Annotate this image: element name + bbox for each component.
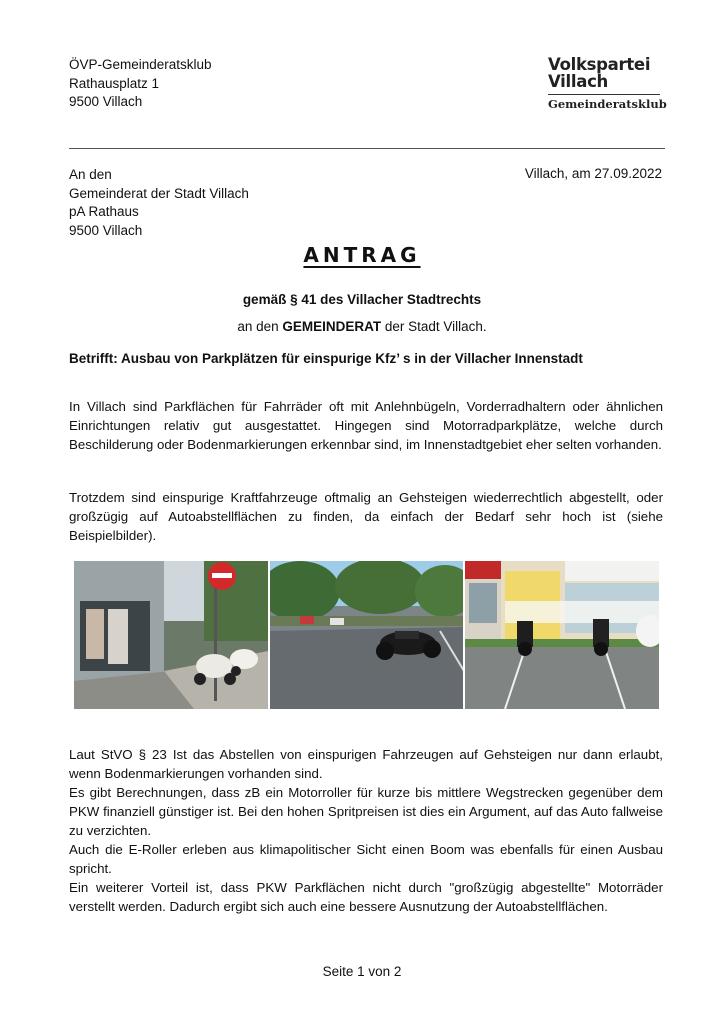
recipient-address bbox=[69, 166, 249, 240]
party-logo bbox=[548, 55, 667, 111]
recipient-line-3: pA Rathaus bbox=[69, 204, 139, 219]
argument-line: Auch die E-Roller erleben aus klimapolitischer Sicht einen Boom was ebenfalls für einen Ausbau spricht. bbox=[69, 842, 663, 876]
example-photos bbox=[74, 561, 659, 709]
argument-line: Ein weiterer Vorteil ist, dass PKW Parkflächen nicht durch "großzügig abgestellte" Motorräder verstellt werden. Dadurch ergibt sich auch eine bessere Ausnutzung der Autoabstellflächen. bbox=[69, 880, 663, 914]
recipient-line-4: 9500 Villach bbox=[69, 222, 143, 238]
sender-city: 9500 Villach bbox=[69, 94, 143, 109]
logo-line-2: Villach bbox=[548, 72, 609, 91]
photo-parking-motorcycle bbox=[270, 561, 464, 709]
addressee-line bbox=[0, 319, 724, 334]
document-title bbox=[0, 243, 724, 267]
sender-org: ÖVP-Gemeinderatsklub bbox=[69, 57, 212, 72]
recipient-line-1: An den bbox=[69, 167, 112, 182]
paragraph-1: In Villach sind Parkflächen für Fahrräder oft mit Anlehnbügeln, Vorderradhaltern oder ähnlichen Einrichtungen relativ gut ausgestattet. Hingegen sind Motorradparkplätze, welche durch Beschilderung oder Bodenmarkierungen erkennbar sind, im Innenstadtgebiet eher selten vorhanden. bbox=[69, 399, 663, 452]
argument-line: Es gibt Berechnungen, dass zB ein Motorroller für kurze bis mittlere Wegstrecken gegenüber dem PKW finanziell günstiger ist. Bei den hohen Spritpreisen ist dies ein Argument, auf das Auto fallweise zu verzichten. bbox=[69, 785, 663, 838]
sender-street: Rathausplatz 1 bbox=[69, 75, 160, 91]
page-number: Seite 1 von 2 bbox=[322, 964, 402, 979]
header-divider bbox=[69, 148, 665, 149]
sender-address bbox=[69, 56, 212, 112]
logo-line-3: Gemeinderatsklub bbox=[548, 94, 660, 111]
title-text: ANTRAG bbox=[303, 243, 421, 267]
photo-sidewalk-scooters bbox=[74, 561, 268, 709]
argument-line: Laut StVO § 23 Ist das Abstellen von einspurigen Fahrzeugen auf Gehsteigen nur dann erlaubt, wenn Bodenmarkierungen vorhanden sind. bbox=[69, 747, 663, 781]
addressee-bold: GEMEINDERAT bbox=[282, 319, 382, 334]
paragraph-2: Trotzdem sind einspurige Kraftfahrzeuge oftmalig an Gehsteigen wiederrechtlich abgestellt, oder großzügig auf Autoabstellflächen zu finden, da einfach der Bedarf sehr hoch ist (siehe Beispielbilder). bbox=[69, 490, 663, 543]
letter-date: Villach, am 27.09.2022 bbox=[524, 166, 662, 181]
logo-line-1: Volkspartei bbox=[548, 55, 651, 74]
arguments-section bbox=[69, 745, 663, 916]
photo-pizzeria-motorbikes bbox=[465, 561, 659, 709]
addressee-post: der Stadt Villach. bbox=[381, 319, 487, 334]
recipient-line-2: Gemeinderat der Stadt Villach bbox=[69, 185, 249, 201]
subject-line: Betrifft: Ausbau von Parkplätzen für einspurige Kfz’ s in der Villacher Innenstadt bbox=[69, 351, 583, 366]
addressee-pre: an den bbox=[237, 319, 283, 334]
legal-basis: gemäß § 41 des Villacher Stadtrechts bbox=[242, 292, 482, 307]
